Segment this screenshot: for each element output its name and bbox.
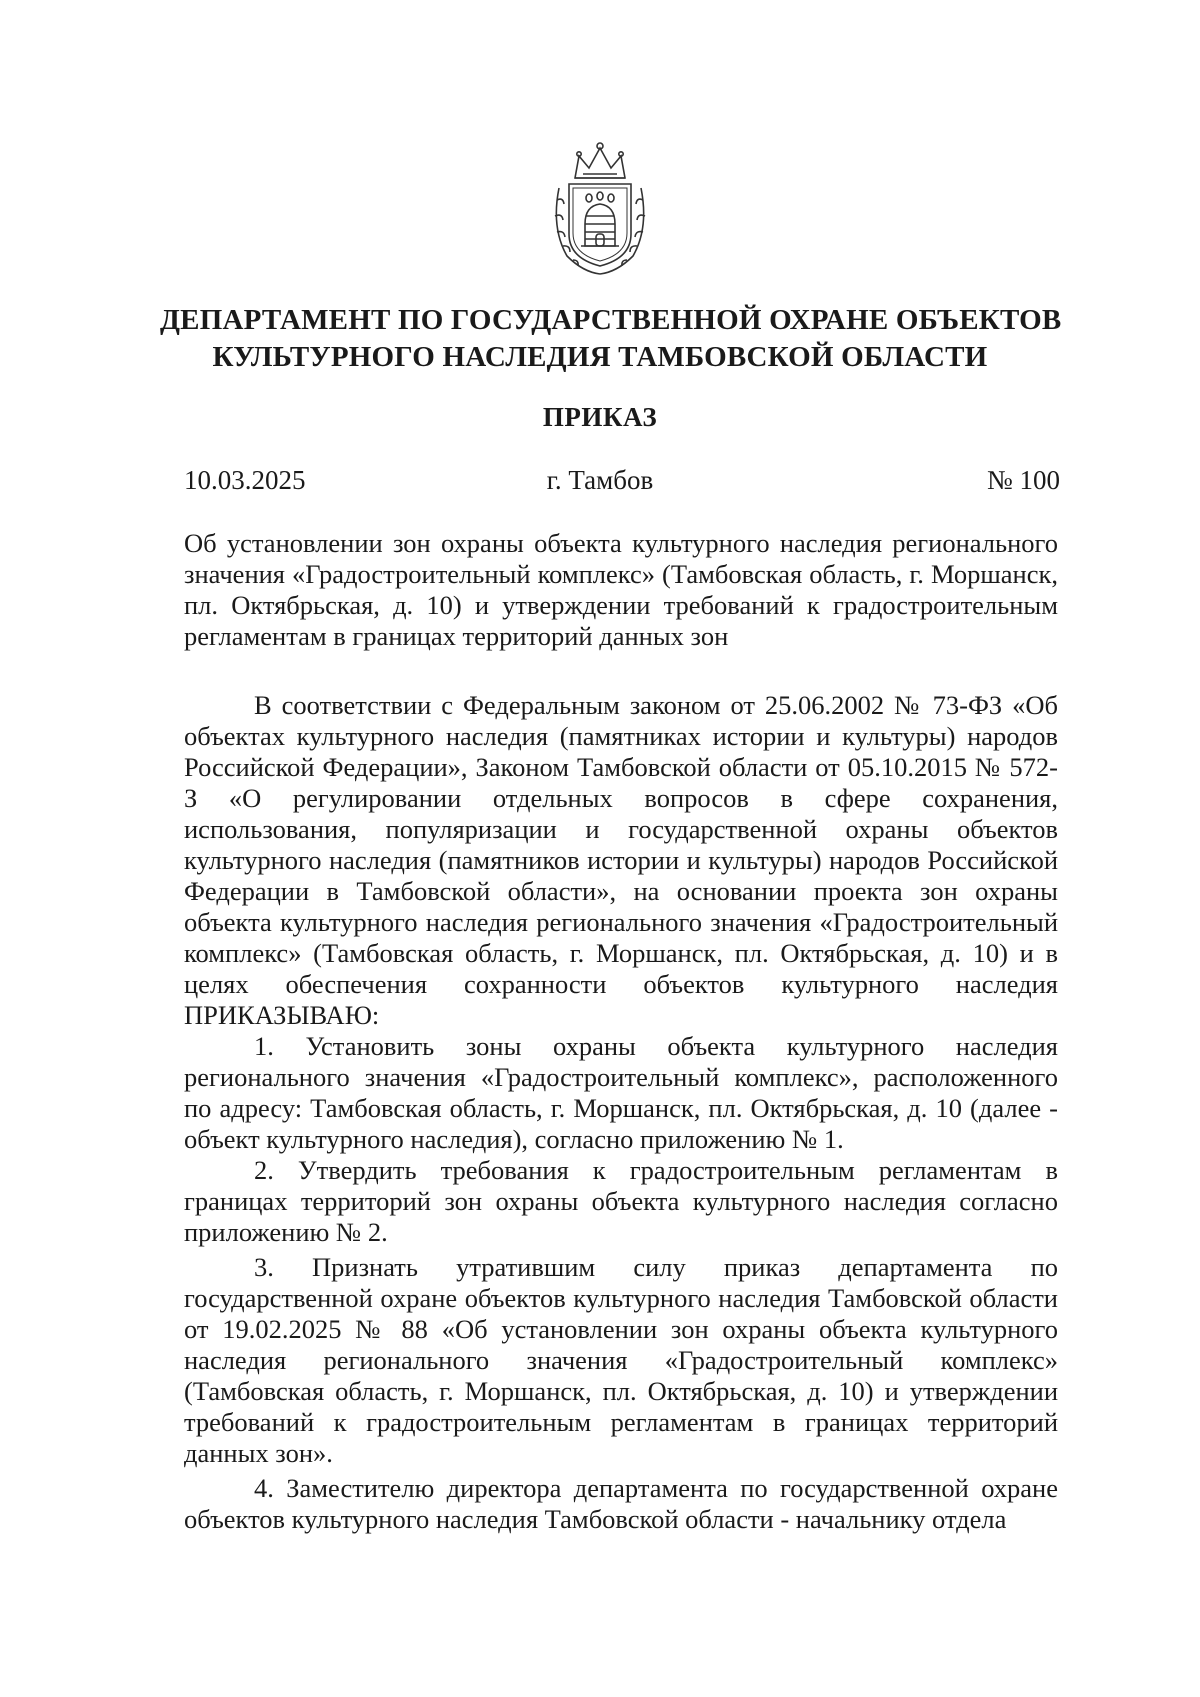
order-item-1: 1. Установить зоны охраны объекта культурного наследия регионального значения «Градостроительный комплекс», расположенного по адресу: Тамбовская область, г. Моршанск, пл. Октябрьская, д. 10 (далее - объект культурного наследия), согласно приложению № 1. <box>184 1031 1058 1154</box>
department-name-line1: ДЕПАРТАМЕНТ ПО ГОСУДАРСТВЕННОЙ ОХРАНЕ ОБЪЕКТОВ <box>160 304 1062 336</box>
order-subject-text: Об установлении зон охраны объекта культурного наследия регионального значения «Градостроительный комплекс» (Тамбовская область, г. Моршанск, пл. Октябрьская, д. 10) и утверждении требований к градостроительным регламентам в границах территорий данных зон <box>184 528 1058 651</box>
order-date: 10.03.2025 <box>184 465 306 495</box>
order-item-2: 2. Утвердить требования к градостроительным регламентам в границах территорий зон охраны объекта культурного наследия согласно приложению № 2. <box>184 1155 1058 1247</box>
order-subject <box>184 528 1058 652</box>
order-city: г. Тамбов <box>546 465 654 495</box>
department-name-line2: КУЛЬТУРНОГО НАСЛЕДИЯ ТАМБОВСКОЙ ОБЛАСТИ <box>212 341 988 373</box>
order-item-4: 4. Заместителю директора департамента по государственной охране объектов культурного наследия Тамбовской области - начальнику отдела <box>184 1473 1058 1534</box>
order-body <box>184 690 1058 1535</box>
order-preamble: В соответствии с Федеральным законом от 25.06.2002 № 73-ФЗ «Об объектах культурного наследия (памятниках истории и культуры) народов Российской Федерации», Законом Тамбовской области от 05.10.2015 № 572-З «О регулировании отдельных вопросов в сфере сохранения, использования, популяризации и государственной охраны объектов культурного наследия (памятников истории и культуры) народов Российской Федерации в Тамбовской области», на основании проекта зон охраны объекта культурного наследия регионального значения «Градостроительный комплекс» (Тамбовская область, г. Моршанск, пл. Октябрьская, д. 10) и в целях обеспечения сохранности объектов культурного наследия ПРИКАЗЫВАЮ: <box>184 690 1058 1030</box>
department-name <box>160 302 1062 376</box>
document-type-title: ПРИКАЗ <box>542 402 658 432</box>
coat-of-arms-emblem <box>545 138 655 278</box>
order-number: № 100 <box>986 465 1060 495</box>
coat-of-arms-icon <box>545 138 655 278</box>
order-item-3: 3. Признать утратившим силу приказ департамента по государственной охране объектов культурного наследия Тамбовской области от 19.02.2025 № 88 «Об установлении зон охраны объекта культурного наследия регионального значения «Градостроительный комплекс» (Тамбовская область, г. Моршанск, пл. Октябрьская, д. 10) и утверждении требований к градостроительным регламентам в границах территорий данных зон». <box>184 1252 1058 1468</box>
